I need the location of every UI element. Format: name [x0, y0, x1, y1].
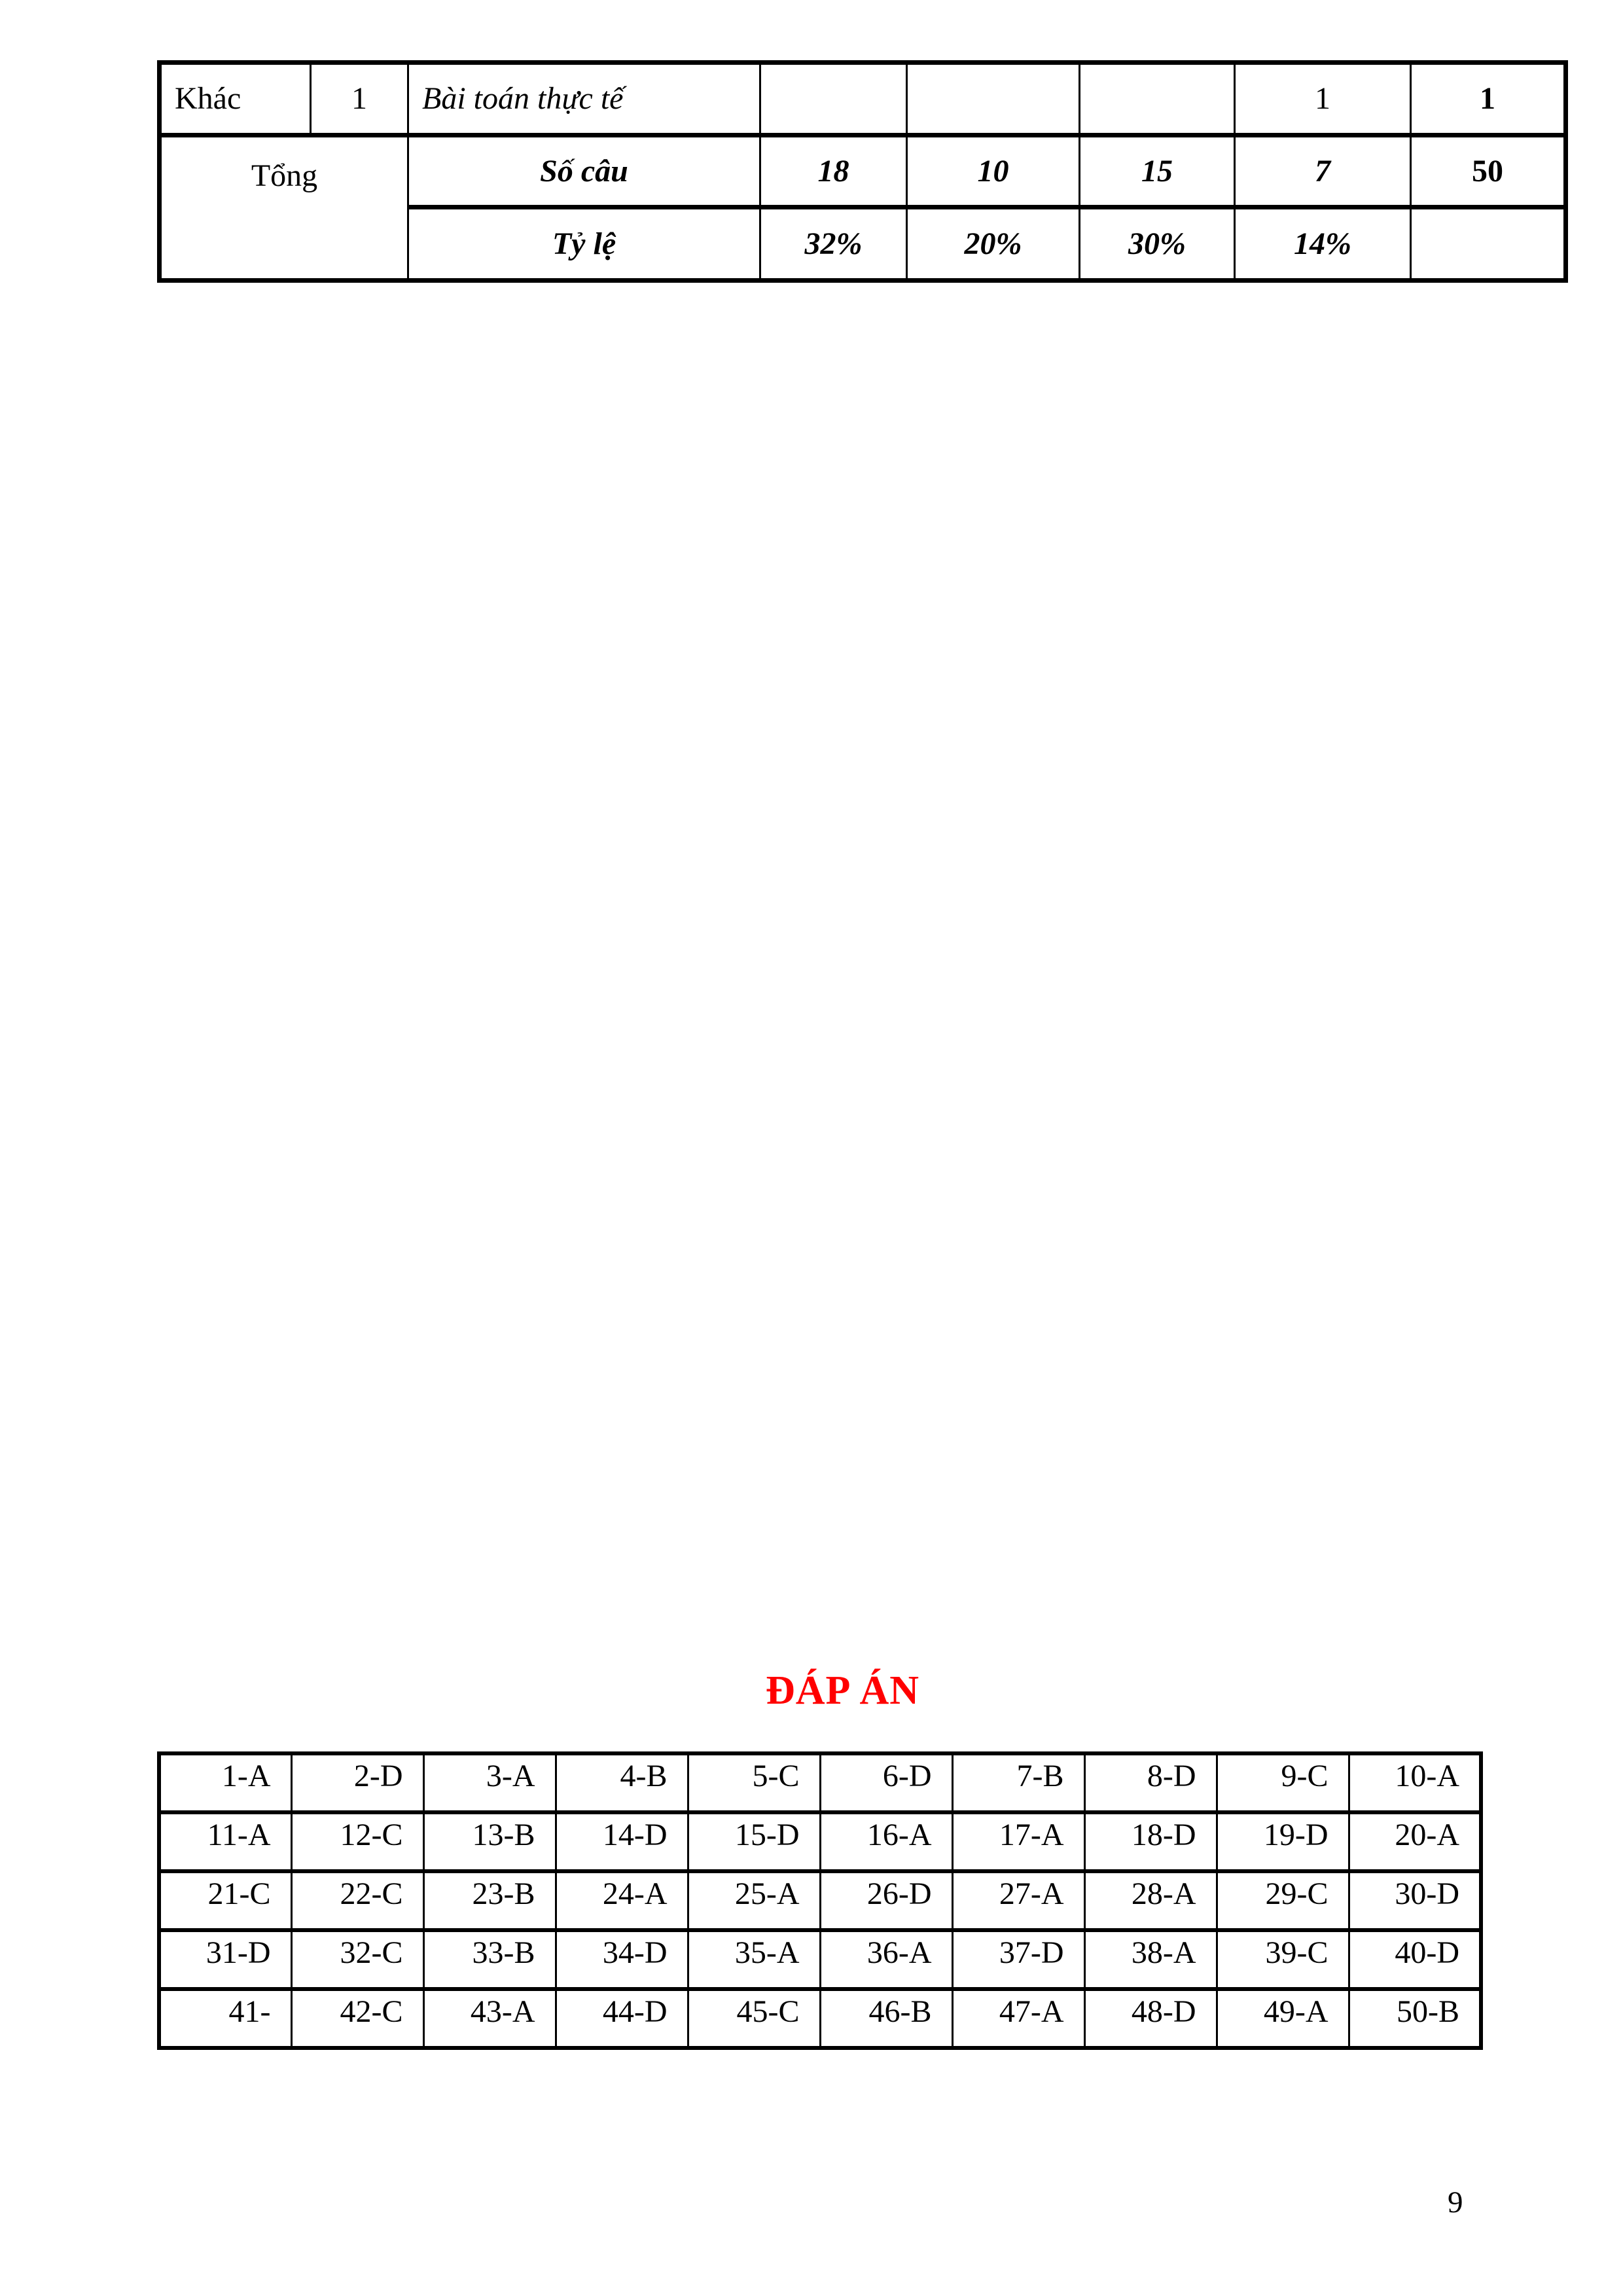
- answer-cell: 3-A: [423, 1753, 556, 1812]
- so-cau-value: 7: [1235, 135, 1411, 207]
- answer-cell: 21-C: [159, 1871, 291, 1930]
- answer-cell: 6-D: [820, 1753, 952, 1812]
- ty-le-value: 14%: [1235, 207, 1411, 281]
- answer-cell: 17-A: [952, 1812, 1084, 1871]
- summary-table: [157, 60, 1568, 283]
- answer-cell: 20-A: [1349, 1812, 1481, 1871]
- answer-cell: 4-B: [556, 1753, 688, 1812]
- answer-cell: 22-C: [291, 1871, 423, 1930]
- total-label-cell: [160, 135, 408, 281]
- summary-row-so-cau: [160, 135, 1566, 207]
- answer-cell: 7-B: [952, 1753, 1084, 1812]
- answer-cell: 34-D: [556, 1930, 688, 1989]
- summary-row-khac: [160, 63, 1566, 135]
- row-total-cell: 1: [1411, 63, 1566, 135]
- answer-cell: 42-C: [291, 1989, 423, 2048]
- answer-cell: 37-D: [952, 1930, 1084, 1989]
- answer-cell: 40-D: [1349, 1930, 1481, 1989]
- ty-le-value: 30%: [1080, 207, 1235, 281]
- answer-cell: 38-A: [1084, 1930, 1217, 1989]
- answer-cell: 8-D: [1084, 1753, 1217, 1812]
- answer-row: [159, 1989, 1481, 2048]
- answer-cell: 39-C: [1217, 1930, 1349, 1989]
- so-cau-value: 10: [907, 135, 1080, 207]
- answer-cell: 41-: [159, 1989, 291, 2048]
- ty-le-value: 32%: [760, 207, 907, 281]
- answer-cell: 27-A: [952, 1871, 1084, 1930]
- total-label: Tổng: [251, 158, 318, 193]
- answer-cell: 43-A: [423, 1989, 556, 2048]
- ty-le-value: 20%: [907, 207, 1080, 281]
- page-number: 9: [1448, 2185, 1463, 2219]
- answer-cell: 32-C: [291, 1930, 423, 1989]
- answer-cell: 14-D: [556, 1812, 688, 1871]
- answer-cell: 9-C: [1217, 1753, 1349, 1812]
- so-cau-total: 50: [1411, 135, 1566, 207]
- answer-cell: 48-D: [1084, 1989, 1217, 2048]
- topic-quantity: 1: [311, 63, 408, 135]
- answer-row: [159, 1812, 1481, 1871]
- answer-cell: 46-B: [820, 1989, 952, 2048]
- ty-le-label: Tỷ lệ: [408, 207, 760, 281]
- answer-cell: 13-B: [423, 1812, 556, 1871]
- answer-cell: 44-D: [556, 1989, 688, 2048]
- topic-label: Khác: [160, 63, 311, 135]
- answer-cell: 25-A: [688, 1871, 820, 1930]
- answer-cell: 10-A: [1349, 1753, 1481, 1812]
- answer-cell: 23-B: [423, 1871, 556, 1930]
- answer-cell: 18-D: [1084, 1812, 1217, 1871]
- level-cell: [907, 63, 1080, 135]
- so-cau-value: 18: [760, 135, 907, 207]
- answer-cell: 31-D: [159, 1930, 291, 1989]
- answer-cell: 30-D: [1349, 1871, 1481, 1930]
- answer-cell: 50-B: [1349, 1989, 1481, 2048]
- answer-cell: 28-A: [1084, 1871, 1217, 1930]
- answer-key-title: ĐÁP ÁN: [765, 1668, 920, 1713]
- answer-cell: 45-C: [688, 1989, 820, 2048]
- answer-cell: 49-A: [1217, 1989, 1349, 2048]
- ty-le-total: [1411, 207, 1566, 281]
- so-cau-label: Số câu: [408, 135, 760, 207]
- level-cell: [760, 63, 907, 135]
- answer-row: [159, 1930, 1481, 1989]
- level-cell: 1: [1235, 63, 1411, 135]
- answer-cell: 47-A: [952, 1989, 1084, 2048]
- answer-cell: 19-D: [1217, 1812, 1349, 1871]
- answer-cell: 16-A: [820, 1812, 952, 1871]
- answer-cell: 5-C: [688, 1753, 820, 1812]
- answer-cell: 11-A: [159, 1812, 291, 1871]
- answer-cell: 12-C: [291, 1812, 423, 1871]
- topic-description: Bài toán thực tế: [408, 63, 760, 135]
- answer-row: [159, 1753, 1481, 1812]
- answer-cell: 26-D: [820, 1871, 952, 1930]
- answer-cell: 33-B: [423, 1930, 556, 1989]
- answer-cell: 35-A: [688, 1930, 820, 1989]
- answer-cell: 2-D: [291, 1753, 423, 1812]
- answer-key-table: [157, 1751, 1483, 2050]
- level-cell: [1080, 63, 1235, 135]
- answer-cell: 29-C: [1217, 1871, 1349, 1930]
- answer-cell: 36-A: [820, 1930, 952, 1989]
- answer-cell: 15-D: [688, 1812, 820, 1871]
- answer-cell: 1-A: [159, 1753, 291, 1812]
- answer-cell: 24-A: [556, 1871, 688, 1930]
- so-cau-value: 15: [1080, 135, 1235, 207]
- answer-row: [159, 1871, 1481, 1930]
